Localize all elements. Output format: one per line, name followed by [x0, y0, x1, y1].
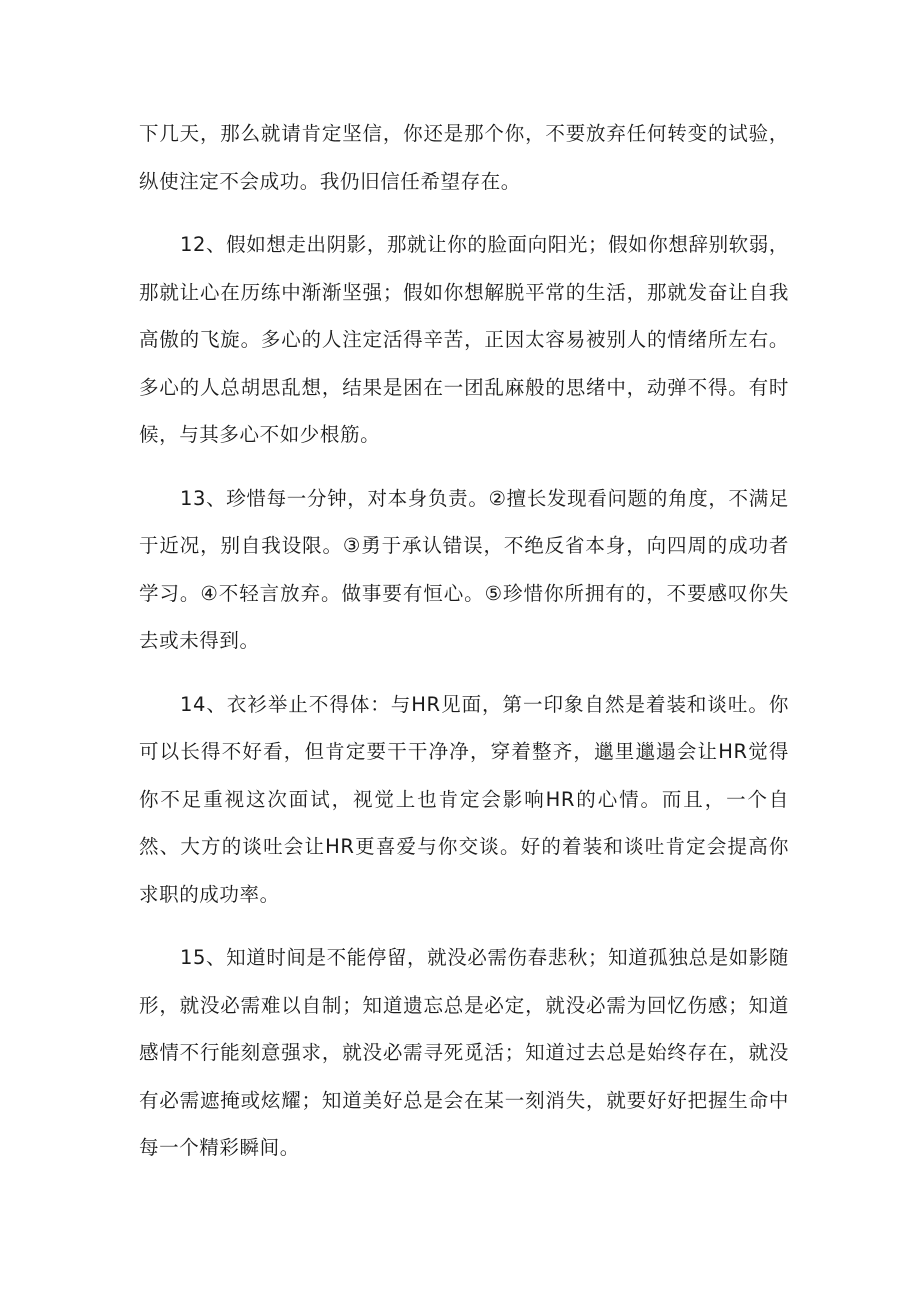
- paragraph-continuation: 下几天，那么就请肯定坚信，你还是那个你，不要放弃任何转变的试验，纵使注定不会成功。我仍旧信任希望存在。: [139, 122, 789, 193]
- paragraph-14: 14、衣衫举止不得体：与HR见面，第一印象自然是着装和谈吐。你可以长得不好看，但肯定要干干净净，穿着整齐，邋里邋遢会让HR觉得你不足重视这次面试，视觉上也肯定会影响HR的心情。而且，一个自然、大方的谈吐会让HR更喜爱与你交谈。好的着装和谈吐肯定会提高你求职的成功率。: [139, 692, 789, 906]
- document-body: [139, 110, 789, 1172]
- paragraph-13: 13、珍惜每一分钟，对本身负责。②擅长发现看问题的角度，不满足于近况，别自我设限。③勇于承认错误，不绝反省本身，向四周的成功者学习。④不轻言放弃。做事要有恒心。⑤珍惜你所拥有的，不要感叹你失去或未得到。: [139, 486, 789, 652]
- paragraph-15: 15、知道时间是不能停留，就没必需伤春悲秋；知道孤独总是如影随形，就没必需难以自制；知道遗忘总是必定，就没必需为回忆伤感；知道感情不行能刻意强求，就没必需寻死觅活；知道过去总是始终存在，就没有必需遮掩或炫耀；知道美好总是会在某一刻消失，就要好好把握生命中每一个精彩瞬间。: [139, 946, 789, 1159]
- paragraph-12: 12、假如想走出阴影，那就让你的脸面向阳光；假如你想辞别软弱，那就让心在历练中渐渐坚强；假如你想解脱平常的生活，那就发奋让自我高傲的飞旋。多心的人注定活得辛苦，正因太容易被别人的情绪所左右。多心的人总胡思乱想，结果是困在一团乱麻般的思绪中，动弹不得。有时候，与其多心不如少根筋。: [139, 233, 789, 446]
